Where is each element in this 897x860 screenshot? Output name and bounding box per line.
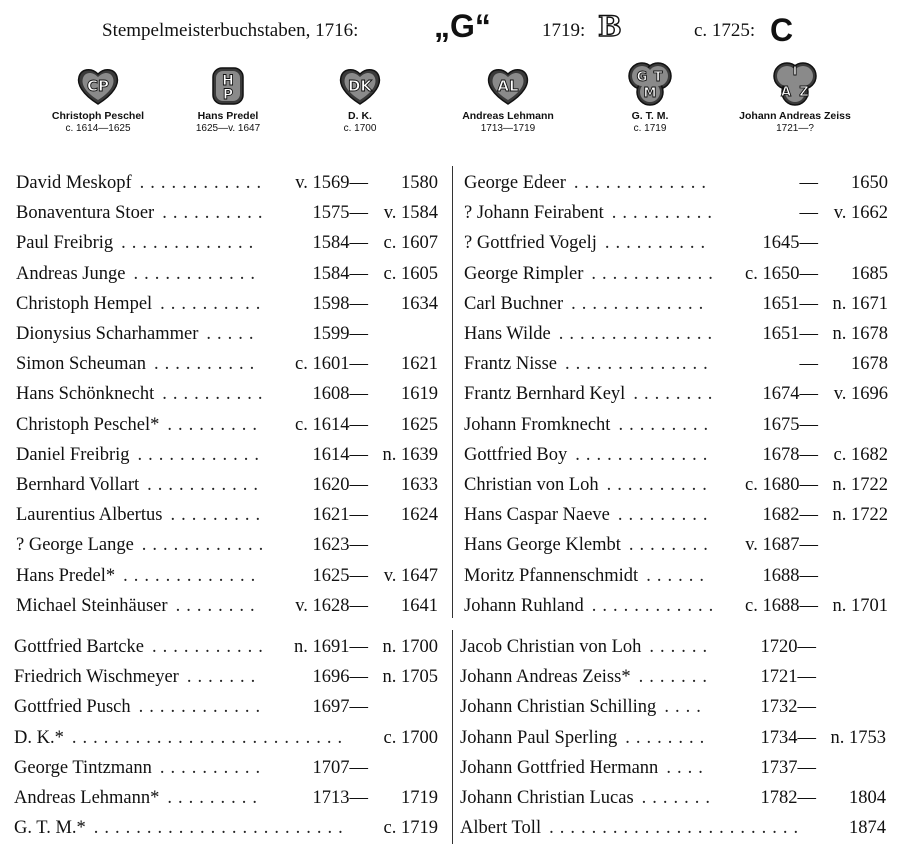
- master-name: Paul Freibrig: [16, 233, 114, 254]
- master-name: Johann Gottfried Hermann: [460, 757, 659, 778]
- master-name: D. K.*: [14, 727, 64, 748]
- leader-dots: .......: [186, 667, 262, 688]
- heading-title: Stempelmeisterbuchstaben, 1716:: [102, 20, 359, 41]
- master-from: 1584—: [312, 263, 368, 284]
- leader-dots: ............: [141, 535, 270, 556]
- leader-dots: ........: [628, 535, 714, 556]
- table-row: [14, 692, 438, 722]
- master-from: 1599—: [312, 324, 368, 344]
- stamp-square-icon: [211, 66, 245, 106]
- master-from: v. 1569—: [295, 173, 368, 193]
- master-name: Bernhard Vollart: [16, 475, 140, 495]
- mark-hp: [153, 66, 303, 135]
- mark-iaz: [720, 62, 870, 135]
- leader-dots: .............: [571, 293, 710, 314]
- master-name: Moritz Pfannenschmidt: [464, 565, 639, 586]
- master-from: 1675—: [762, 414, 818, 435]
- heading-letter-1725: C: [770, 12, 794, 48]
- master-from: 1696—: [312, 667, 368, 688]
- table-row: [16, 319, 438, 349]
- leader-dots: .............: [121, 233, 260, 254]
- master-name: Gottfried Boy: [464, 444, 568, 465]
- leader-dots: ..........: [604, 233, 712, 254]
- stamp-heart-icon: [338, 66, 382, 106]
- table-row: [16, 530, 438, 560]
- leader-dots: ............: [138, 697, 267, 718]
- stamp-initials: CP: [86, 77, 110, 95]
- stamp-initials: AL: [497, 77, 519, 95]
- leader-dots: .........: [618, 414, 715, 435]
- table-row: [460, 753, 886, 783]
- leader-dots: ............: [591, 595, 720, 616]
- master-to: n. 1700: [382, 637, 438, 657]
- leader-dots: .........: [167, 414, 263, 435]
- master-name: Frantz Bernhard Keyl: [464, 384, 626, 405]
- table-row: [460, 783, 886, 813]
- heading-letter-1716: „G“: [434, 8, 491, 44]
- table-row: [464, 289, 888, 319]
- table-row: [16, 470, 438, 500]
- master-to: 1804: [849, 788, 886, 808]
- master-from: c. 1680—: [745, 475, 818, 495]
- master-to: v. 1662: [833, 203, 888, 224]
- table-row: [16, 259, 438, 289]
- master-name: Johann Christian Schilling: [460, 697, 657, 718]
- master-from: 1620—: [312, 475, 368, 495]
- leader-dots: .............: [123, 565, 262, 586]
- master-to: 1580: [401, 173, 438, 193]
- table-row: [464, 319, 888, 349]
- master-name: George Rimpler: [464, 263, 584, 284]
- master-name: Albert Toll: [460, 818, 542, 839]
- master-from: v. 1687—: [745, 535, 818, 556]
- table-row: [16, 591, 438, 621]
- master-from: —: [799, 173, 818, 193]
- stamp-initial-top: H: [222, 73, 234, 89]
- master-name: Johann Christian Lucas: [460, 788, 634, 808]
- master-to: v. 1584: [383, 203, 438, 224]
- leader-dots: .........: [617, 505, 714, 526]
- master-from: 1674—: [762, 384, 818, 405]
- master-name: Hans Predel*: [16, 565, 116, 586]
- mark-dates: 1721—?: [776, 123, 814, 134]
- master-from: n. 1691—: [294, 637, 368, 657]
- master-to: n. 1671: [832, 293, 888, 314]
- leader-dots: ......: [649, 637, 714, 657]
- table-row: [16, 561, 438, 591]
- stamp-initial-bottom: P: [222, 87, 234, 103]
- table-row: [14, 662, 438, 692]
- master-to: 1634: [401, 293, 438, 314]
- master-name: Simon Scheuman: [16, 354, 147, 375]
- stamp-initial: A: [780, 85, 792, 100]
- master-from: 1625—: [312, 565, 368, 586]
- mark-dates: 1713—1719: [480, 123, 536, 134]
- master-to: 1641: [401, 595, 438, 616]
- master-name: Andreas Junge: [16, 263, 126, 284]
- leader-dots: .......: [638, 667, 713, 688]
- column-divider-top: [452, 166, 453, 618]
- master-name: Andreas Lehmann*: [14, 788, 160, 808]
- master-from: 1614—: [312, 444, 368, 465]
- master-from: —: [799, 203, 818, 224]
- leader-dots: .....: [206, 324, 260, 344]
- table-row: [464, 530, 888, 560]
- leader-dots: ..........: [162, 203, 269, 224]
- master-name: Christian von Loh: [464, 475, 599, 495]
- table-row: [16, 410, 438, 440]
- master-from: 1682—: [762, 505, 818, 526]
- master-to: 1650: [851, 173, 888, 193]
- leader-dots: ..........: [606, 475, 713, 495]
- table-row: [14, 783, 438, 813]
- leader-dots: .........: [170, 505, 267, 526]
- master-name: Daniel Freibrig: [16, 444, 130, 465]
- master-to: v. 1647: [383, 565, 438, 586]
- table-row: [16, 440, 438, 470]
- mark-dates: c. 1700: [343, 123, 377, 134]
- master-to: n. 1722: [832, 475, 888, 495]
- master-from: 1720—: [760, 637, 816, 657]
- master-from: c. 1601—: [295, 354, 368, 375]
- stamp-initial: Z: [799, 85, 809, 100]
- master-to: c. 1682: [833, 444, 888, 465]
- leader-dots: ..............: [565, 354, 714, 375]
- master-name: ? George Lange: [16, 535, 134, 556]
- stamp-heart-icon: [76, 66, 120, 106]
- mark-dk: [285, 66, 435, 135]
- leader-dots: ........: [625, 727, 711, 748]
- stamp-heart-icon: [486, 66, 530, 106]
- leader-dots: ......: [646, 565, 710, 586]
- master-name: George Edeer: [464, 173, 566, 193]
- leader-dots: .......: [641, 788, 717, 808]
- table-row: [464, 410, 888, 440]
- master-name: Johann Paul Sperling: [460, 727, 618, 748]
- leader-dots: ............: [139, 173, 268, 193]
- master-name: Carl Buchner: [464, 293, 564, 314]
- master-to: 1624: [401, 505, 438, 526]
- mark-gtm: [575, 62, 725, 135]
- table-row: [464, 561, 888, 591]
- master-from: v. 1628—: [295, 595, 368, 616]
- master-from: 1782—: [760, 788, 816, 808]
- table-row: [464, 168, 888, 198]
- master-to: n. 1753: [830, 727, 886, 748]
- stamp-initial: G: [636, 70, 648, 85]
- master-to: c. 1700: [383, 727, 438, 748]
- master-name: Jacob Christian von Loh: [460, 637, 642, 657]
- leader-dots: ..........: [154, 354, 261, 375]
- table-row: [464, 591, 888, 621]
- master-from: 1707—: [312, 757, 368, 778]
- master-from: 1734—: [760, 727, 816, 748]
- table-row: [464, 440, 888, 470]
- master-name: Gottfried Bartcke: [14, 637, 144, 657]
- master-to: n. 1639: [382, 444, 438, 465]
- master-from: 1621—: [312, 505, 368, 526]
- master-from: 1645—: [762, 233, 818, 254]
- table-row: [460, 692, 886, 722]
- mark-dates: c. 1614—1625: [65, 123, 131, 134]
- heading-year-1725: c. 1725:: [694, 20, 756, 41]
- master-to: c. 1605: [383, 263, 438, 284]
- leader-dots: ...........: [151, 637, 269, 657]
- leader-dots: ............: [591, 263, 719, 284]
- mark-name: Christoph Peschel: [51, 110, 145, 122]
- master-to: 1625: [401, 414, 438, 435]
- table-row: [464, 198, 888, 228]
- leader-dots: ........: [633, 384, 719, 405]
- master-to: 1619: [401, 384, 438, 405]
- master-name: Christoph Hempel: [16, 293, 153, 314]
- leader-dots: ..........................: [71, 727, 349, 748]
- master-to: 1719: [401, 788, 438, 808]
- master-name: David Meskopf: [16, 173, 132, 193]
- table-row: [464, 259, 888, 289]
- master-name: Frantz Nisse: [464, 354, 557, 375]
- master-name: ? Gottfried Vogelj: [464, 233, 597, 254]
- table-row: [14, 632, 438, 662]
- mark-dates: c. 1719: [633, 123, 667, 134]
- master-from: 1737—: [760, 757, 816, 778]
- table-row: [464, 228, 888, 258]
- table-row: [16, 289, 438, 319]
- master-from: c. 1614—: [295, 414, 368, 435]
- leader-dots: ........................: [549, 818, 805, 839]
- master-from: 1688—: [762, 565, 818, 586]
- table-row: [464, 470, 888, 500]
- master-name: Christoph Peschel*: [16, 414, 160, 435]
- master-from: 1598—: [312, 293, 368, 314]
- master-name: Johann Andreas Zeiss*: [460, 667, 631, 688]
- table-row: [16, 198, 438, 228]
- master-from: 1732—: [760, 697, 816, 718]
- leader-dots: ..........: [159, 757, 267, 778]
- master-name: Hans George Klembt: [464, 535, 621, 556]
- table-row: [464, 349, 888, 379]
- master-name: Friedrich Wischmeyer: [14, 667, 179, 688]
- leader-dots: .........: [167, 788, 264, 808]
- stamp-initial: I: [792, 64, 798, 78]
- master-name: Bonaventura Stoer: [16, 203, 155, 224]
- master-to: n. 1705: [382, 667, 438, 688]
- leader-dots: ...........: [147, 475, 265, 495]
- master-from: 1713—: [312, 788, 368, 808]
- master-from: 1678—: [762, 444, 818, 465]
- master-from: 1651—: [762, 293, 818, 314]
- leader-dots: ............: [137, 444, 266, 465]
- master-to: 1685: [851, 263, 888, 284]
- leader-dots: .............: [575, 444, 714, 465]
- table-row: [464, 500, 888, 530]
- leader-dots: ....: [664, 697, 707, 718]
- mark-name: Andreas Lehmann: [462, 110, 554, 122]
- master-from: c. 1688—: [745, 595, 818, 616]
- mark-dates: 1625—v. 1647: [195, 123, 261, 134]
- leader-dots: ....: [666, 757, 709, 778]
- leader-dots: ..........: [611, 203, 718, 224]
- leader-dots: ........: [175, 595, 261, 616]
- master-to: 1633: [401, 475, 438, 495]
- mark-name: D. K.: [348, 110, 372, 122]
- table-row: [464, 379, 888, 409]
- leader-dots: .............: [573, 173, 712, 193]
- master-to: c. 1607: [383, 233, 438, 254]
- leader-dots: ............: [133, 263, 261, 284]
- master-from: 1651—: [762, 324, 818, 344]
- table-row: [16, 379, 438, 409]
- master-name: Laurentius Albertus: [16, 505, 163, 526]
- master-name: Hans Caspar Naeve: [464, 505, 610, 526]
- mark-name: Hans Predel: [197, 110, 259, 122]
- mark-name: Johann Andreas Zeiss: [739, 110, 851, 122]
- table-row: [14, 723, 438, 753]
- master-to: n. 1701: [832, 595, 888, 616]
- mark-cp: [23, 66, 173, 135]
- master-to: n. 1722: [832, 505, 888, 526]
- table-row: [460, 662, 886, 692]
- master-name: George Tintzmann: [14, 757, 152, 778]
- table-row: [460, 632, 886, 662]
- master-from: 1575—: [312, 203, 368, 224]
- master-to: n. 1678: [832, 324, 888, 344]
- mark-name: G. T. M.: [631, 110, 669, 122]
- master-to: c. 1719: [383, 818, 438, 839]
- table-row: [14, 813, 438, 843]
- stamp-trefoil-icon: [773, 62, 817, 106]
- column-divider-bottom: [452, 630, 453, 844]
- table-row: [16, 500, 438, 530]
- master-name: G. T. M.*: [14, 818, 86, 839]
- heading-line: [0, 8, 897, 48]
- table-row: [16, 168, 438, 198]
- leader-dots: ..........: [162, 384, 269, 405]
- leader-dots: ...............: [558, 324, 719, 344]
- master-from: 1721—: [760, 667, 816, 688]
- master-to: 1874: [849, 818, 886, 839]
- master-to: 1678: [851, 354, 888, 375]
- stamp-initials: DK: [347, 77, 373, 95]
- master-from: 1608—: [312, 384, 368, 405]
- master-name: Johann Fromknecht: [464, 414, 611, 435]
- master-from: 1623—: [312, 535, 368, 556]
- stamp-trefoil-icon: [628, 62, 672, 106]
- master-name: Hans Wilde: [464, 324, 551, 344]
- master-from: 1697—: [312, 697, 368, 718]
- table-row: [460, 813, 886, 843]
- stamp-initial: M: [643, 86, 657, 101]
- master-name: Michael Steinhäuser: [16, 595, 168, 616]
- master-to: 1621: [401, 354, 438, 375]
- master-name: ? Johann Feirabent: [464, 203, 604, 224]
- leader-dots: ........................: [93, 818, 349, 839]
- master-from: 1584—: [312, 233, 368, 254]
- heading-letter-1719: B: [598, 10, 622, 43]
- master-from: —: [799, 354, 818, 375]
- master-name: Johann Ruhland: [464, 595, 584, 616]
- master-from: c. 1650—: [745, 263, 818, 284]
- heading-year-1719: 1719:: [542, 20, 586, 41]
- master-name: Dionysius Scharhammer: [16, 324, 199, 344]
- leader-dots: ..........: [160, 293, 267, 314]
- stamp-initial: T: [653, 70, 663, 85]
- master-name: Gottfried Pusch: [14, 697, 131, 718]
- mark-al: [433, 66, 583, 135]
- table-row: [16, 349, 438, 379]
- table-row: [14, 753, 438, 783]
- table-row: [16, 228, 438, 258]
- master-name: Hans Schönknecht: [16, 384, 155, 405]
- master-to: v. 1696: [833, 384, 888, 405]
- table-row: [460, 723, 886, 753]
